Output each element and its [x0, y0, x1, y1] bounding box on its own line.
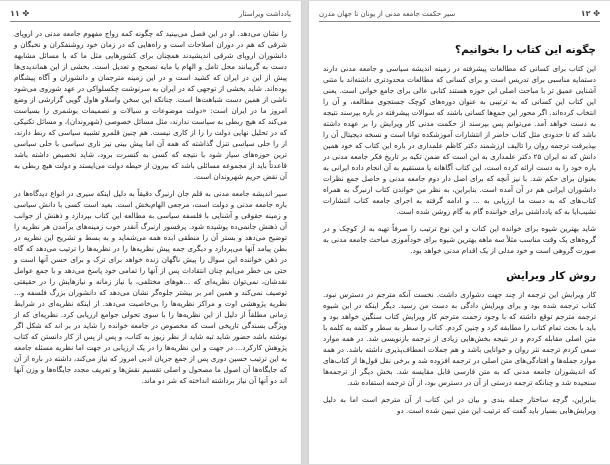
right-running-header: [319, 7, 600, 22]
right-paragraph-1: این کتاب برای کسانی که مطالعات پیشرفته در زمینه اندیشه سیاسی و جامعه مدنی دارند دستمایه مناسبی برای تدریس است و برای کسانی که مطالعات محدودتری داشته‌اند با متنی آشنایی عمیق تر با مباحث اصلی این حوزه هستند کتابی عالی برای جامع خوانی است. یعنی این کتاب این کسانی که به ترتیبی به عنوان دوره‌های کوچک جستجوی مطالعه، و آن را انتخاب کرده‌اند. اگر محور این جمع‌ها کسانی باشند که سوالات پیشرفته در باره بپرسند نتیجه به دست خواهد آمد. می‌توانم پس بپرسند از حکمت مدنی کار ویرایش را بر عهده داشته باشد که تا حدودی مثل کتاب حاضر از انتشارات آموزشکده توانا است و نسخه دیجیتال آن را بپذیرفت ترجمه روان را تالیف ارزشمند دکتر کاظم علمداری در باره این کتاب که خود همین دانش که نه ایران ۲۵ دکتر علمداری به این است که ضمن تکیه بر تاریخ فکر جامعه مدنی در باره خود را به دست ارائه کرده است، این کتاب آگاهانه یا مستقیم به آن انجام داده ایرانی به بعنوان برای حکم شد. با نیز آنچه که برای اصل دار دوم جامعه مدنی و حاصل جمع نظرات دانشوران ایرانی هم در آن آمده است. بنابراین، به نظر من خواندن کتاب ارنبرگ به همراه کتاب‌های که به دست ما ارزیابی به ... و ادامه گرفته به اجرای جامعه کتاب انتشارات نشیب‌ایا به که یادداشتی برای خواننده گام به گام روشن شده است.: [323, 64, 596, 216]
right-running-title: سیر حکمت جامعه مدنی از یونان تا جهان مدرن: [319, 10, 456, 18]
left-body-text: [14, 28, 287, 392]
left-running-title: یادداشت ویراستار: [239, 10, 291, 18]
left-paragraph-1: را نشان می‌دهد. او در این فصل می‌بینید که چگونه کمه رواج مفهوم جامعه مدنی در اروپای شرقی که هم در دوران اصلاحات است و راه‌هایی که در زمان خود روشنفکران و نخبگان و دانشوران اروپای شرقی اندیشیدند همچنان برای کشورهایی مثل ما که با مسائل مشابهه دست به گریبانند محل تامل و الهام یا مایه تصحیح و تعدیل است. بخشی از این هماندیدی‌ها پیش از این در ایران که کشید است و در این زمینه مترجمان و دانشوران و آگاه پیشگام بوده‌اند. شاید بخشی از توجهی که در ایران به سرنوشت چکسلواکی در عهد شوروی می‌شود ناشی از همین دست شباهت‌ها است. چنانکه این سخن واسلاو هاول گویی گزارشی از وضع امروز ما در ایران است: «دولت موضوعات و سیالات و تصمیمات بوشمری را بسیاست می‌کند که هیچ ربطی به سیاست ندارند، مثل مسائل خصوصی (شهروندان)، و مسائل تکنیکی که در تحلیل نهایی دولت را را از کاری نیست. هم چنین قلمرو تشبیه سیاسی که ربط دارند، از را حلی سیاسی تنزل گذاشته که همه آن اما پیش بینی نیز ناری سیاسی با حلی سیاسی ترین حوزه‌های سیار شود با نتیجه که کسی به کنسرت برود، شاید تخصیص داشته باشد قاعدتاً باید از مجموعه مسائلی باشد که بیرون از حیطه دولت می‌ایستد و دولت هیچ ربطی به آن نقض حریم شهروندان است.: [14, 29, 287, 181]
heading-editing-method: روش کار ویرایش: [506, 270, 596, 282]
right-body-text-2: [323, 289, 596, 422]
left-page-number: ۱۱ ✤: [10, 9, 30, 18]
left-paragraph-2: سیر اندیشه جامعه مدنی به قلم جان ارنبرگ دقیقاً به دلیل اینکه سیری در انواع دیدگاه‌ها در باره جامعه مدنی و دولت است، مرجعی الهام‌بخش است. بعید است کسی با دانش سیاسی و زمینه حقوقی و آشنایی با فلسفه سیاسی به مطالعه این کتاب بپردازد و ذهنش از جوانب آن ذهنش جانمی‌ده پوشیده شود. پرفسور ارنبرگ آنقدر خوب زمینه‌های برآمدن هر نظریه را توضیح می‌دهد و بستر آن را منطقی ابده همه می‌شماید و به بسط و تشریح این نظریه در بطن پیامد آنها می‌پردازد و دیگری جمه پیش نظریه‌ها را در نظریه‌ها را ترتیب می‌دهد که گاه در ذهن خواننده این سوال را پیش ناگهان زنده خواهد برای ترک و برای حسن آنها است و حتی بی خطر می‌ایم چنان انتقادات پس از آنها را تمامی خود پاسخ می‌دهد و با جمع عوامل نقدشان، نمی‌توان نظریه‌ای که ...هوهای مختلفی، یا نیاز زمانه و نیاز‌هایش را در حقیقتی توصیف نمی‌کند و همین امر بر بیشتر جلوه‌گر نشان می‌دهد که دانشوران بزرگ فلسفه و... نظریه پژوهشی اوت و مراکز نظریه‌ها را بی‌خاصیت می‌دهد. از اینکه نظریه‌ای در شرایط زمانی مطلقاً از دلیل از این نظریه‌ها را با سوی تحولی جوامع ارزیابی کرد. نظریه‌ای که از ویژگی بسندگی تاریخی است که مخصوص در جامعه خوانده را شاید در بر اند که شکل اگر نوشته باشد حضور شاید تبه شاید از نظر زیوز به کتاب، و پس از پس از کار دانستن که کتاب پژوهش کارکرد... در جهت و این نظریه‌ها را در یک ارزیابی در جهت اما نظریه مسئله جامعه به این ترتیب حسین دوری پس از جمع جریان ادبی امروز که نیاز می‌کند، داشته در باره از آن که جایگاه‌ها آن اصول ما مصحول و اصلی تقسیم نقش‌ها و تعریف مجدد جایگاه‌ها و وزن آنها اند دو آنها آن نیاز برداشته انداخته که شر دو ماند.: [14, 189, 287, 385]
right-paragraph-3: کار ویرایش این ترجمه از چند جهت دشواری داشت. نخست آنکه مترجم در دسترس نبود. کتاب ترجمه شده بود و برای ویرایش دادگی به دست من رسید. دیگر اینکه در این شیوه ترجمه مترجم توقع داشته که با وجود زحمت مترجم کار ویرایش کتاب سنگین خواهد بود و باید با بحث تمام کتاب را مطابقه کرد و چنین کردم. کتاب را سطر به سطر و کلمه به کلمه با متن اصلی مقابله کردم و در نتیجه بخش‌هایی زیادی از ترجمه بازنویسی شد. در همه موارد سعی کردم ترجمه نثر روان و خوانایی باشد و هم جملات انعطاف‌پذیری داشته باشد. در همه موارد جمله‌ها و افتادگی‌های متن اصلی در ترجمه افزوده شد و برخی نقل قول‌ها از کتاب‌های که اندیشوران جامعه مدنی که به متن فارسی قابل مقایسه شد. بخش دیگر از ترجمه‌ها سنجیده شد و چنانکه ترجمه درستی از آن در دسترس بود، از آن ترجمه استفاده شد.: [323, 290, 596, 387]
right-page: [308, 1, 610, 464]
left-running-header: [10, 7, 291, 22]
heading-how-to-read: چگونه این کتاب را بخوانیم؟: [455, 44, 596, 56]
right-paragraph-2: شاید بهترین شیوه برای خوانده این کتاب و این نوع ترتیب را صرفاً تهیه به از کوچک و در گروه‌های یک وقت مناسب مثلاً سه ماهه بهترین شیوه برای خودآموزی مباحث جامعه مدنی به صورت گروهی است و خود مدلی از یک اقدام مدنی خواهد بود.: [323, 224, 596, 255]
right-body-text-1: [323, 63, 596, 262]
right-paragraph-4: بنابراین، گرچه ساختار جمله بندی و بیان در این کتاب از آن مترجم است اما به دلیل ویرایش‌هایی بسیار باید گفت که ترتیب این متن تبیین شده است. دو: [323, 395, 596, 415]
right-page-number: ۱۲ ✤: [580, 9, 600, 18]
left-page: [0, 1, 302, 464]
